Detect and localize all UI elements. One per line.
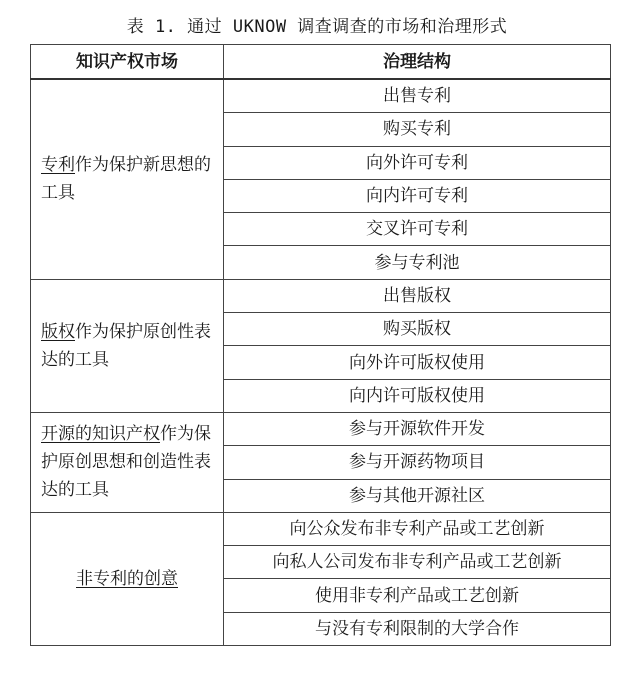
market-label	[41, 318, 213, 374]
header-row	[31, 45, 611, 80]
table-row	[31, 79, 611, 113]
market-label	[76, 565, 178, 593]
table-caption: 表 1. 通过 UKNOW 调查调查的市场和治理形式	[126, 17, 508, 37]
table-row	[31, 512, 611, 545]
governance-form-cell: 购买版权	[224, 313, 611, 346]
governance-form-cell: 向私人公司发布非专利产品或工艺创新	[224, 546, 611, 579]
governance-form-cell: 出售版权	[224, 279, 611, 312]
market-label	[41, 151, 213, 207]
market-description: 作为保护新思想的工具	[41, 155, 211, 204]
header-market: 知识产权市场	[31, 45, 224, 80]
governance-form-cell: 与没有专利限制的大学合作	[224, 612, 611, 645]
market-keyword: 版权	[41, 321, 75, 342]
governance-form-cell: 向内许可专利	[224, 179, 611, 212]
market-keyword: 开源的知识产权	[41, 424, 160, 445]
governance-form-cell: 参与专利池	[224, 246, 611, 279]
governance-form-cell: 向公众发布非专利产品或工艺创新	[224, 512, 611, 545]
governance-form-cell: 向外许可版权使用	[224, 346, 611, 379]
governance-form-cell: 出售专利	[224, 79, 611, 113]
table-body	[31, 79, 611, 646]
governance-form-cell: 参与其他开源社区	[224, 479, 611, 512]
market-keyword: 专利	[41, 155, 75, 176]
governance-form-cell: 参与开源软件开发	[224, 412, 611, 445]
market-cell	[31, 512, 224, 645]
table-row	[31, 279, 611, 312]
market-label	[41, 420, 213, 504]
market-cell	[31, 279, 224, 412]
governance-form-cell: 向内许可版权使用	[224, 379, 611, 412]
table-row	[31, 412, 611, 445]
governance-form-cell: 交叉许可专利	[224, 213, 611, 246]
market-description: 作为保护原创性表达的工具	[41, 321, 211, 370]
governance-form-cell: 购买专利	[224, 113, 611, 146]
governance-form-cell: 使用非专利产品或工艺创新	[224, 579, 611, 612]
market-cell	[31, 412, 224, 512]
governance-table	[30, 44, 611, 646]
header-governance: 治理结构	[224, 45, 611, 80]
governance-form-cell: 向外许可专利	[224, 146, 611, 179]
market-description: 作为保护原创思想和创造性表达的工具	[41, 424, 211, 501]
market-cell	[31, 79, 224, 279]
governance-form-cell: 参与开源药物项目	[224, 446, 611, 479]
market-keyword: 非专利的创意	[76, 568, 178, 589]
